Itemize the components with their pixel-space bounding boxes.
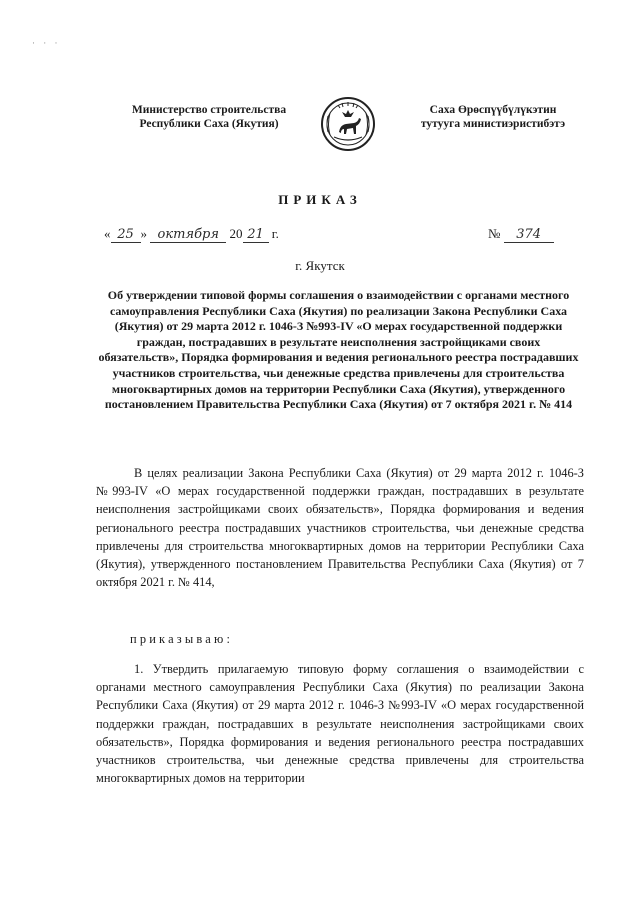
date-year-suffix: 21 — [243, 227, 269, 243]
number-label: № — [488, 226, 501, 241]
date-quote-open: « — [104, 226, 111, 241]
ministry-name-yakut-line2: тутууга министиэристибэтэ — [420, 118, 566, 130]
ministry-name-yakut — [408, 103, 578, 131]
ministry-name-yakut-line1: Саха Өрөспүүбүлүкэтин — [429, 104, 557, 116]
number-value: 374 — [504, 227, 554, 243]
ministry-name-russian — [116, 103, 302, 131]
preamble-paragraph: В целях реализации Закона Республики Саха (Якутия) от 29 марта 2012 г. 1046-З №993-IV «О мерах государственной поддержки граждан, пострадавших в результате неисполнения застройщиками своих обязательств», Порядка формирования и ведения регионального реестра пострадавших участников строительства, чьи денежные средства привлечены для строительства многоквартирных домов на территории Республики Саха (Якутия), утвержденного постановлением Правительства Республики Саха (Якутия) от 7 октября 2021 г. № 414, — [96, 466, 584, 590]
ministry-name-line1: Министерство строительства — [131, 104, 287, 116]
date-quote-close: » — [140, 226, 147, 241]
city-name: г. Якутск — [295, 258, 345, 273]
date-month: октября — [150, 227, 226, 243]
scan-speck: · · · — [32, 38, 61, 48]
order-subject: Об утверждении типовой формы соглашения о взаимодействии с органами местного самоуправления Республики Саха (Якутия) по реализации Закона Республики Саха (Якутия) от 29 марта 2012 г. 1046-З №993-IV «О мерах государственной поддержки граждан, пострадавших в результате неисполнения застройщиками своих обязательств», Порядка формирования и ведения регионального реестра пострадавших участников строительства, чьи денежные средства привлечены для строительства многоквартирных домов на территории Республики Саха (Якутия), утвержденного постановлением Правительства Республики Саха (Якутия) от 7 октября 2021 г. № 414 — [98, 288, 579, 412]
coat-of-arms-icon — [320, 96, 376, 152]
order-date — [104, 226, 279, 243]
item-1-paragraph: 1. Утвердить прилагаемую типовую форму соглашения о взаимодействии с органами местного самоуправления Республики Саха (Якутия) по реализации Закона Республики Саха (Якутия) от 29 марта 2012 г. 1046-З №993-IV «О мерах государственной поддержки граждан, пострадавших в результате неисполнения застройщиками своих обязательств», Порядка формирования и ведения регионального реестра пострадавших участников строительства, чьи денежные средства привлечены для строительства многоквартирных домов на территории — [96, 662, 584, 786]
order-directive: приказываю: — [130, 632, 234, 646]
date-year-abbr: г. — [271, 226, 279, 241]
date-year-prefix: 20 — [229, 226, 243, 241]
document-title: ПРИКАЗ — [278, 192, 362, 207]
order-number — [488, 226, 554, 243]
ministry-name-line2: Республики Саха (Якутия) — [139, 118, 279, 130]
date-day: 25 — [111, 227, 141, 243]
